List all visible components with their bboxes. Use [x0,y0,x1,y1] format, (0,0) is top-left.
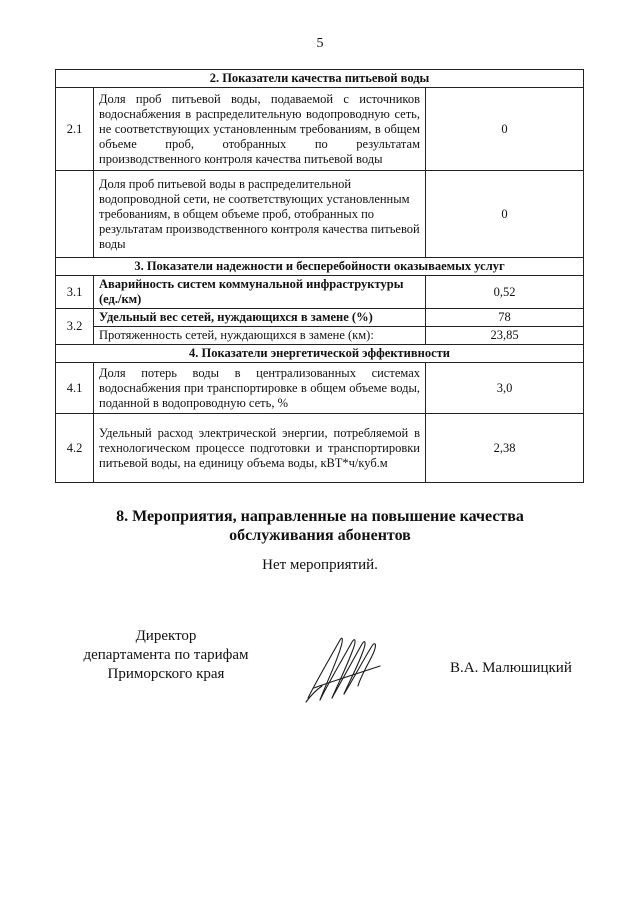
section-8-body: Нет мероприятий. [262,557,378,573]
row-description: Аварийность систем коммунальной инфраструктуры (ед./км) [94,276,426,309]
row-number [56,171,94,258]
section-title-energy-efficiency: 4. Показатели энергетической эффективности [56,345,584,363]
row-value: 78 [426,309,584,327]
section-8-heading [0,507,640,545]
row-value: 0 [426,171,584,258]
section-title-water-quality: 2. Показатели качества питьевой воды [56,70,584,88]
row-description: Удельный вес сетей, нуждающихся в замене (%) [94,309,426,327]
row-description: Доля потерь воды в централизованных системах водоснабжения при транспортировке в общем объеме воды, поданной в водопроводную сеть, % [94,363,426,414]
page-number: 5 [316,36,324,51]
table-row [56,363,584,414]
row-description: Протяженность сетей, нуждающихся в замене (км): [94,327,426,345]
table-row [56,414,584,483]
row-value: 0,52 [426,276,584,309]
row-number: 3.2 [56,309,94,345]
signer-position-line-3: Приморского края [107,666,225,682]
handwritten-signature [300,628,390,708]
section-title-reliability: 3. Показатели надежности и бесперебойности оказываемых услуг [56,258,584,276]
section-8-heading-line-2: обслуживания абонентов [229,527,411,544]
signer-position-line-2: департамента по тарифам [83,647,249,663]
table-row [56,327,584,345]
table-row [56,88,584,171]
indicators-table [55,69,584,483]
row-value: 3,0 [426,363,584,414]
table-row [56,309,584,327]
row-description: Доля проб питьевой воды в распределительной водопроводной сети, не соответствующих установленным требованиям, в общем объеме проб, отобранных по результатам производственного контроля качества питьевой воды [94,171,426,258]
section-header-row [56,258,584,276]
row-description: Удельный расход электрической энергии, потребляемой в технологическом процессе подготовки и транспортировки питьевой воды, на единицу объема воды, кВТ*ч/куб.м [94,414,426,483]
table-row [56,276,584,309]
table-row [56,171,584,258]
signer-position-line-1: Директор [135,628,197,644]
row-number: 3.1 [56,276,94,309]
row-number: 4.1 [56,363,94,414]
row-description: Доля проб питьевой воды, подаваемой с источников водоснабжения в распределительную водопроводную сеть, не соответствующих установленным требованиям, в общем объеме проб, отобранных по результатам производственного контроля качества питьевой воды [94,88,426,171]
section-8-heading-line-1: 8. Мероприятия, направленные на повышение качества [116,508,524,525]
section-header-row [56,70,584,88]
section-header-row [56,345,584,363]
row-value: 0 [426,88,584,171]
row-number: 4.2 [56,414,94,483]
row-number: 2.1 [56,88,94,171]
signer-name: В.А. Малюшицкий [450,660,572,676]
row-value: 2,38 [426,414,584,483]
row-value: 23,85 [426,327,584,345]
signer-position [60,627,272,684]
